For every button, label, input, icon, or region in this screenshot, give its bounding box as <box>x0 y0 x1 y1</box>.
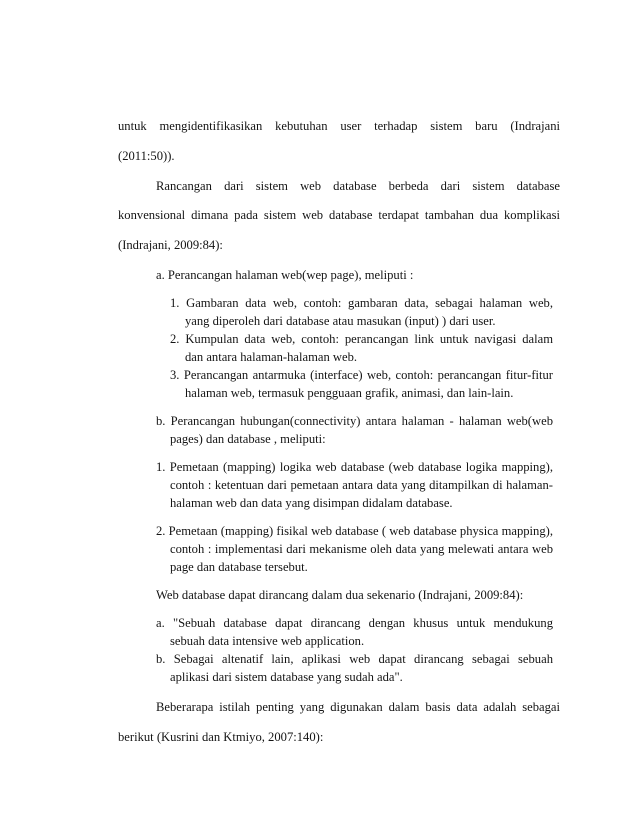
closing-line-1: Beberarapa istilah penting yang digunakan dalam basis data adalah sebagai <box>156 700 560 714</box>
scenario-item-a-line-1: a. "Sebuah database dapat dirancang dengan khusus untuk mendukung <box>156 616 553 630</box>
paragraph-2-line-1: Rancangan dari sistem web database berbeda dari sistem database <box>156 179 560 193</box>
section-b-heading-line-2: pages) dan database , meliputi: <box>170 432 326 446</box>
section-a-item-2-line-1: 2. Kumpulan data web, contoh: perancangan link untuk navigasi dalam <box>170 332 553 346</box>
section-a-heading: a. Perancangan halaman web(wep page), meliputi : <box>156 268 414 282</box>
section-a-item-1-line-1: 1. Gambaran data web, contoh: gambaran data, sebagai halaman web, <box>170 296 553 310</box>
scenario-item-a-line-2: sebuah data intensive web application. <box>170 634 365 648</box>
scenario-intro: Web database dapat dirancang dalam dua sekenario (Indrajani, 2009:84): <box>156 588 524 602</box>
section-b-item-2-line-2: contoh : implementasi dari mekanisme oleh data yang melewati antara web <box>170 542 553 556</box>
paragraph-1-line-2: (2011:50)). <box>118 149 175 163</box>
section-a-item-3-line-1: 3. Perancangan antarmuka (interface) web, contoh: perancangan fitur-fitur <box>170 368 553 382</box>
section-b-item-2-line-3: page dan database tersebut. <box>170 560 308 574</box>
paragraph-2-line-3: (Indrajani, 2009:84): <box>118 238 223 252</box>
section-b-item-1-line-1: 1. Pemetaan (mapping) logika web database (web database logika mapping), <box>156 460 553 474</box>
section-b-item-1-line-2: contoh : ketentuan dari pemetaan antara data yang ditampilkan di halaman- <box>170 478 553 492</box>
section-b-item-1-line-3: halaman web dan data yang disimpan didalam database. <box>170 496 453 510</box>
scenario-item-b-line-2: aplikasi dari sistem database yang sudah ada". <box>170 670 403 684</box>
section-b-item-2-line-1: 2. Pemetaan (mapping) fisikal web database ( web database physica mapping), <box>156 524 553 538</box>
scenario-item-b-line-1: b. Sebagai altenatif lain, aplikasi web dapat dirancang sebagai sebuah <box>156 652 553 666</box>
section-a-item-2-line-2: dan antara halaman-halaman web. <box>185 350 358 364</box>
paragraph-1-line-1: untuk mengidentifikasikan kebutuhan user terhadap sistem baru (Indrajani <box>118 119 560 133</box>
paragraph-2-line-2: konvensional dimana pada sistem web database terdapat tambahan dua komplikasi <box>118 208 560 222</box>
section-a-item-1-line-2: yang diperoleh dari database atau masukan (input) ) dari user. <box>185 314 496 328</box>
section-b-heading-line-1: b. Perancangan hubungan(connectivity) antara halaman - halaman web(web <box>156 414 553 428</box>
closing-line-2: berikut (Kusrini dan Ktmiyo, 2007:140): <box>118 730 324 744</box>
section-a-item-3-line-2: halaman web, termasuk pengguaan grafik, animasi, dan lain-lain. <box>185 386 514 400</box>
